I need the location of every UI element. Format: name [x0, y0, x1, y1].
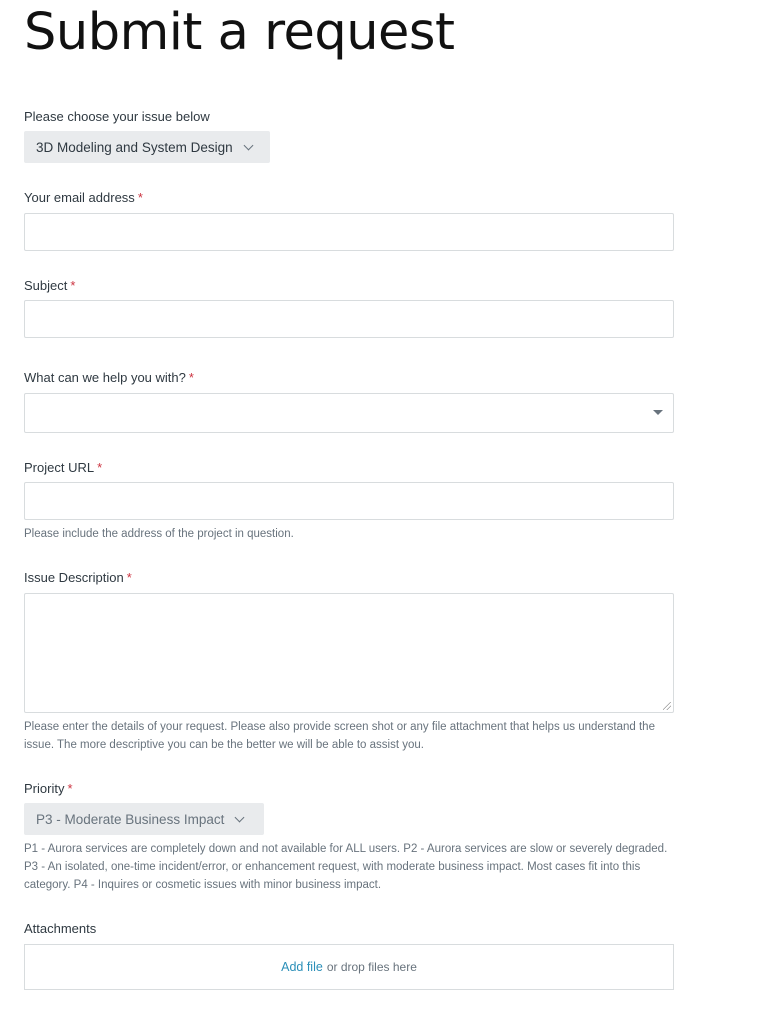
- attachments-dropzone[interactable]: [24, 944, 674, 990]
- required-mark: *: [137, 190, 143, 205]
- description-label: Issue Description *: [24, 570, 132, 585]
- priority-hint: P1 - Aurora services are completely down and not available for ALL users. P2 - Aurora services are slow or severely degraded. P3 - An isolated, one-time incident/error, or enhancement request, with moderate business impact. Most cases fit into this category. P4 - Inquires or cosmetic issues with minor business impact.: [24, 843, 668, 891]
- subject-label: Subject *: [24, 278, 76, 293]
- priority-label: Priority *: [24, 781, 73, 796]
- page-title: Submit a request: [24, 3, 455, 62]
- email-field[interactable]: [24, 213, 674, 251]
- help-with-label: What can we help you with? *: [24, 370, 194, 385]
- issue-select-label: Please choose your issue below: [24, 109, 210, 124]
- required-mark: *: [126, 570, 132, 585]
- required-mark: *: [67, 781, 73, 796]
- chevron-down-icon: [243, 140, 253, 150]
- required-mark: *: [188, 370, 194, 385]
- email-label: Your email address *: [24, 190, 143, 205]
- issue-select[interactable]: [24, 131, 270, 163]
- caret-down-icon: [653, 410, 663, 415]
- help-with-dropdown[interactable]: [24, 393, 674, 433]
- subject-field[interactable]: [24, 300, 674, 338]
- project-url-field[interactable]: [24, 482, 674, 520]
- priority-select-value: P3 - Moderate Business Impact: [36, 811, 225, 827]
- required-mark: *: [70, 278, 76, 293]
- drop-files-text: or drop files here: [326, 960, 417, 974]
- chevron-down-icon: [235, 812, 245, 822]
- project-url-label: Project URL *: [24, 460, 103, 475]
- description-hint: Please enter the details of your request. Please also provide screen shot or any file attachment that helps us understand the issue. The more descriptive you can be the better we will be able to assist you.: [24, 721, 655, 751]
- priority-select[interactable]: [24, 803, 264, 835]
- issue-select-value: 3D Modeling and System Design: [36, 139, 233, 155]
- description-textarea[interactable]: [24, 593, 674, 713]
- required-mark: *: [97, 460, 103, 475]
- attachments-label: Attachments: [24, 921, 97, 936]
- project-url-hint: Please include the address of the project in question.: [24, 528, 294, 540]
- resize-handle-icon[interactable]: [663, 702, 671, 710]
- add-file-link[interactable]: Add file: [281, 960, 323, 974]
